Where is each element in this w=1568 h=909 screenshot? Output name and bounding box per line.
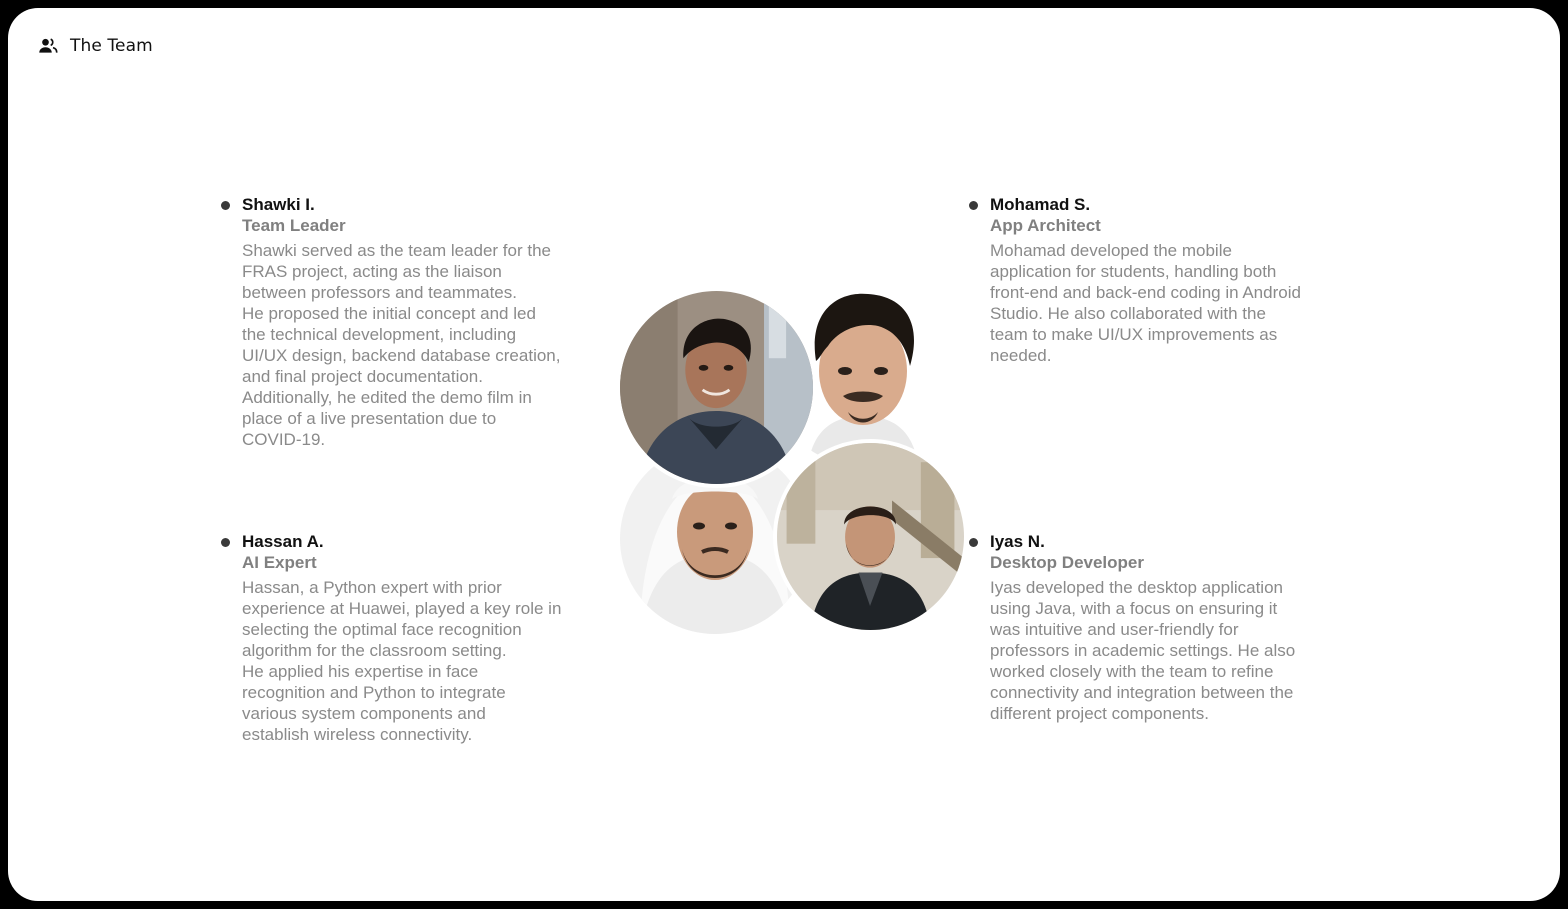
- member-iyas: [990, 531, 1335, 724]
- member-bio: Hassan, a Python expert with prior experience at Huawei, played a key role in selecting the optimal face recognition algorithm for the classroom setting. He applied his expertise in face recognition and Python to integrate various system components and establish wireless connectivity.: [242, 578, 562, 744]
- team-photo-cluster: [8, 8, 1560, 901]
- bullet-dot: [969, 538, 978, 547]
- bullet-dot: [221, 201, 230, 210]
- member-name: Mohamad S.: [990, 195, 1091, 214]
- member-bio: Mohamad developed the mobile application for students, handling both front-end and back-end coding in Android Studio. He also collaborated with the team to make UI/UX improvements as needed.: [990, 241, 1301, 365]
- bullet-dot: [221, 538, 230, 547]
- member-role: Team Leader: [242, 216, 346, 235]
- member-name: Hassan A.: [242, 532, 324, 551]
- member-bio: Iyas developed the desktop application using Java, with a focus on ensuring it was intuitive and user-friendly for professors in academic settings. He also worked closely with the team to refine connectivity and integration between the different project components.: [990, 578, 1296, 723]
- member-mohamad: [990, 194, 1335, 366]
- users-icon: [38, 36, 58, 56]
- slide-header: [38, 36, 153, 56]
- member-name: Shawki I.: [242, 195, 315, 214]
- shawki-photo: [616, 287, 817, 488]
- member-hassan: [242, 531, 587, 745]
- iyas-photo: [773, 439, 968, 634]
- hassan-photo: [620, 444, 810, 634]
- member-role: Desktop Developer: [990, 553, 1144, 572]
- member-shawki: [242, 194, 587, 450]
- bullet-dot: [969, 201, 978, 210]
- slide-title: The Team: [70, 36, 153, 56]
- member-role: App Architect: [990, 216, 1101, 235]
- team-slide: [8, 8, 1560, 901]
- member-role: AI Expert: [242, 553, 317, 572]
- mohamad-photo: [768, 276, 958, 466]
- member-bio: Shawki served as the team leader for the FRAS project, acting as the liaison between professors and teammates. He proposed the initial concept and led the technical development, including UI/UX design, backend database creation, and final project documentation. Additionally, he edited the demo film in place of a live presentation due to COVID-19.: [242, 241, 561, 449]
- member-name: Iyas N.: [990, 532, 1045, 551]
